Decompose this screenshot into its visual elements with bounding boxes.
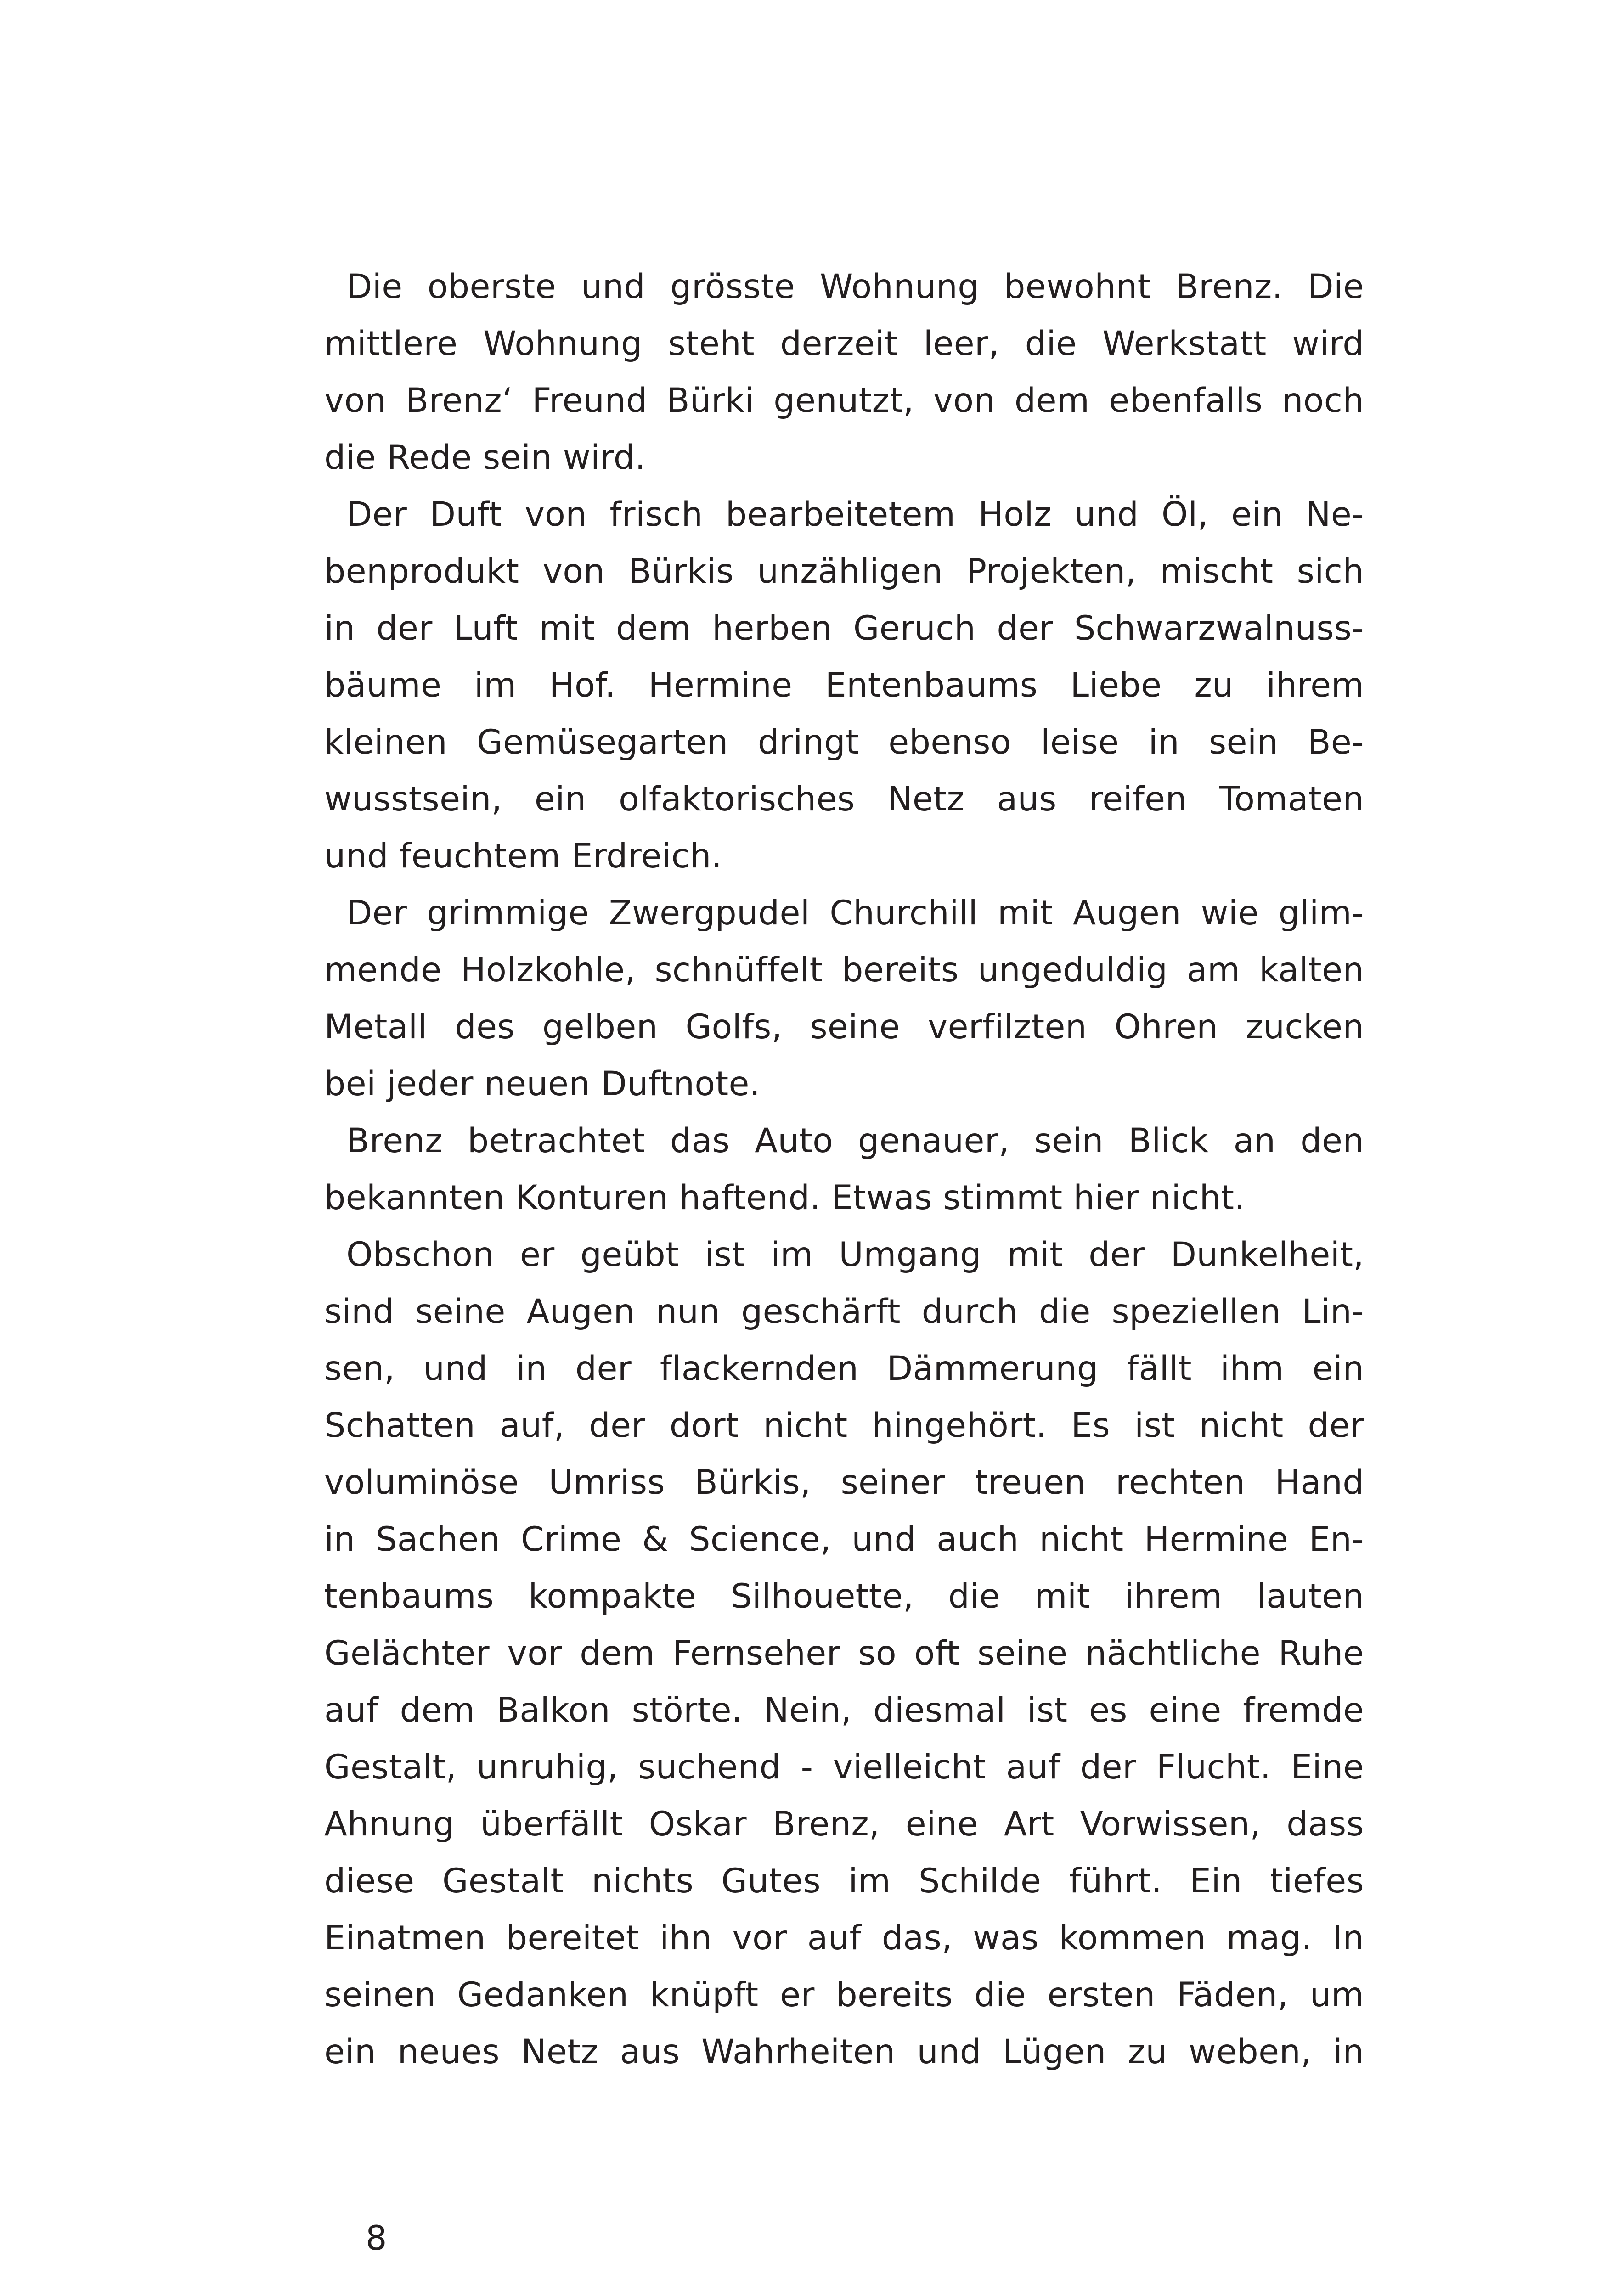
text-line: und feuchtem Erdreich.: [324, 837, 722, 876]
text-line: voluminöse Umriss Bürkis, seiner treuen rechten Hand: [324, 1463, 1364, 1502]
body-text: [324, 259, 1364, 2081]
text-line: Der Duft von frisch bearbeitetem Holz und Öl, ein Ne-: [346, 495, 1364, 534]
text-line: Gestalt, unruhig, suchend - vielleicht auf der Flucht. Eine: [324, 1748, 1364, 1787]
text-line: sen, und in der flackernden Dämmerung fällt ihm ein: [324, 1349, 1364, 1388]
text-line: in Sachen Crime & Science, und auch nicht Hermine En-: [324, 1520, 1364, 1559]
text-line: Gelächter vor dem Fernseher so oft seine nächtliche Ruhe: [324, 1634, 1364, 1673]
text-line: bäume im Hof. Hermine Entenbaums Liebe zu ihrem: [324, 666, 1364, 705]
text-line: Der grimmige Zwergpudel Churchill mit Augen wie glim-: [346, 894, 1364, 933]
text-line: diese Gestalt nichts Gutes im Schilde führt. Ein tiefes: [324, 1862, 1364, 1901]
text-line: in der Luft mit dem herben Geruch der Schwarzwalnuss-: [324, 609, 1364, 648]
text-line: mittlere Wohnung steht derzeit leer, die Werkstatt wird: [324, 324, 1364, 363]
text-line: wusstsein, ein olfaktorisches Netz aus reifen Tomaten: [324, 780, 1364, 819]
page-number: 8: [366, 2219, 387, 2258]
text-line: Metall des gelben Golfs, seine verfilzten Ohren zucken: [324, 1007, 1364, 1047]
text-line: seinen Gedanken knüpft er bereits die ersten Fäden, um: [324, 1975, 1364, 2015]
text-line: sind seine Augen nun geschärft durch die speziellen Lin-: [324, 1292, 1364, 1331]
text-line: tenbaums kompakte Silhouette, die mit ihrem lauten: [324, 1577, 1364, 1616]
text-line: Brenz betrachtet das Auto genauer, sein Blick an den: [346, 1121, 1364, 1160]
text-line: mende Holzkohle, schnüffelt bereits ungeduldig am kalten: [324, 951, 1364, 990]
text-line: benprodukt von Bürkis unzähligen Projekten, mischt sich: [324, 552, 1364, 591]
text-line: Einatmen bereitet ihn vor auf das, was kommen mag. In: [324, 1919, 1364, 1958]
text-line: ein neues Netz aus Wahrheiten und Lügen zu weben, in: [324, 2032, 1364, 2071]
text-line: auf dem Balkon störte. Nein, diesmal ist es eine fremde: [324, 1691, 1364, 1730]
text-line: die Rede sein wird.: [324, 438, 646, 477]
text-line: Die oberste und grösste Wohnung bewohnt Brenz. Die: [346, 267, 1364, 306]
text-line: bekannten Konturen haftend. Etwas stimmt hier nicht.: [324, 1178, 1245, 1217]
text-line: von Brenz‘ Freund Bürki genutzt, von dem ebenfalls noch: [324, 381, 1364, 420]
text-line: Schatten auf, der dort nicht hingehört. Es ist nicht der: [324, 1406, 1364, 1445]
text-line: Ahnung überfällt Oskar Brenz, eine Art Vorwissen, dass: [324, 1805, 1364, 1844]
text-line: Obschon er geübt ist im Umgang mit der Dunkelheit,: [346, 1235, 1364, 1274]
text-line: bei jeder neuen Duftnote.: [324, 1064, 761, 1103]
text-line: kleinen Gemüsegarten dringt ebenso leise in sein Be-: [324, 723, 1364, 762]
